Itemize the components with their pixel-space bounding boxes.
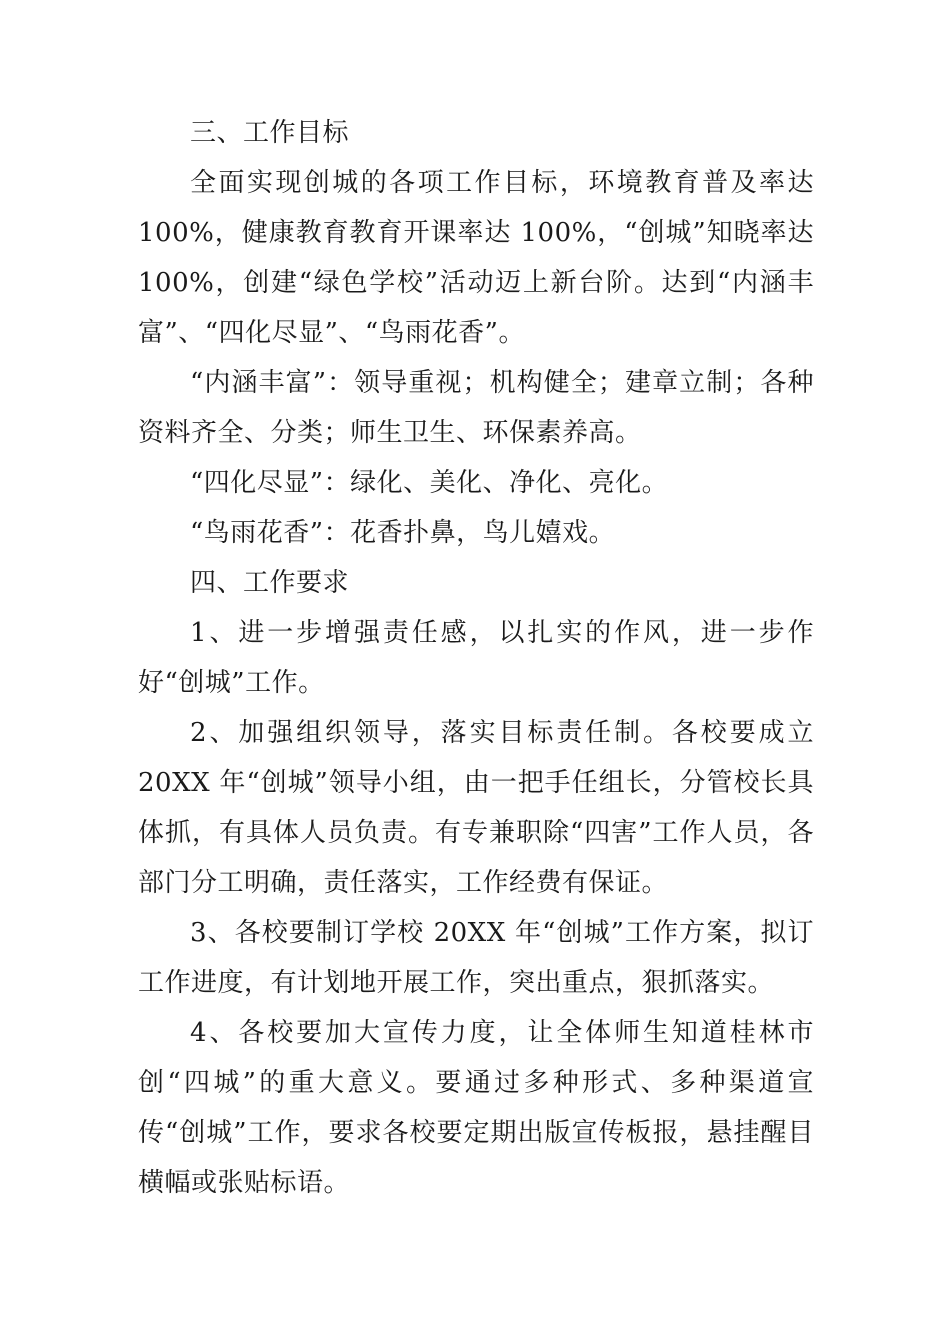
section-heading-3: 三、工作目标 <box>190 118 350 148</box>
list-item: 4、各校要加大宣传力度，让全体师生知道桂林市创“四城”的重大意义。要通过多种形式、多种渠道宣传“创城”工作，要求各校要定期出版宣传板报，悬挂醒目横幅或张贴标语。 <box>138 1018 814 1198</box>
paragraph: 全面实现创城的各项工作目标，环境教育普及率达 100%，健康教育教育开课率达 100%，“创城”知晓率达 100%，创建“绿色学校”活动迈上新台阶。达到“内涵丰富”、“四化尽显”、“鸟雨花香”。 <box>138 168 814 348</box>
paragraph: “内涵丰富”：领导重视；机构健全；建章立制；各种资料齐全、分类；师生卫生、环保素养高。 <box>138 368 814 448</box>
list-item: 1、进一步增强责任感，以扎实的作风，进一步作好“创城”工作。 <box>138 618 814 698</box>
section-heading-4: 四、工作要求 <box>190 568 350 598</box>
list-item: 3、各校要制订学校 20XX 年“创城”工作方案，拟订工作进度，有计划地开展工作，突出重点，狠抓落实。 <box>138 918 814 998</box>
list-item: 2、加强组织领导，落实目标责任制。各校要成立 20XX 年“创城”领导小组，由一把手任组长，分管校长具体抓，有具体人员负责。有专兼职除“四害”工作人员，各部门分工明确，责任落实，工作经费有保证。 <box>138 718 814 898</box>
paragraph: “四化尽显”：绿化、美化、净化、亮化。 <box>190 468 669 498</box>
paragraph: “鸟雨花香”：花香扑鼻，鸟儿嬉戏。 <box>190 518 616 548</box>
document-body <box>138 108 814 1208</box>
